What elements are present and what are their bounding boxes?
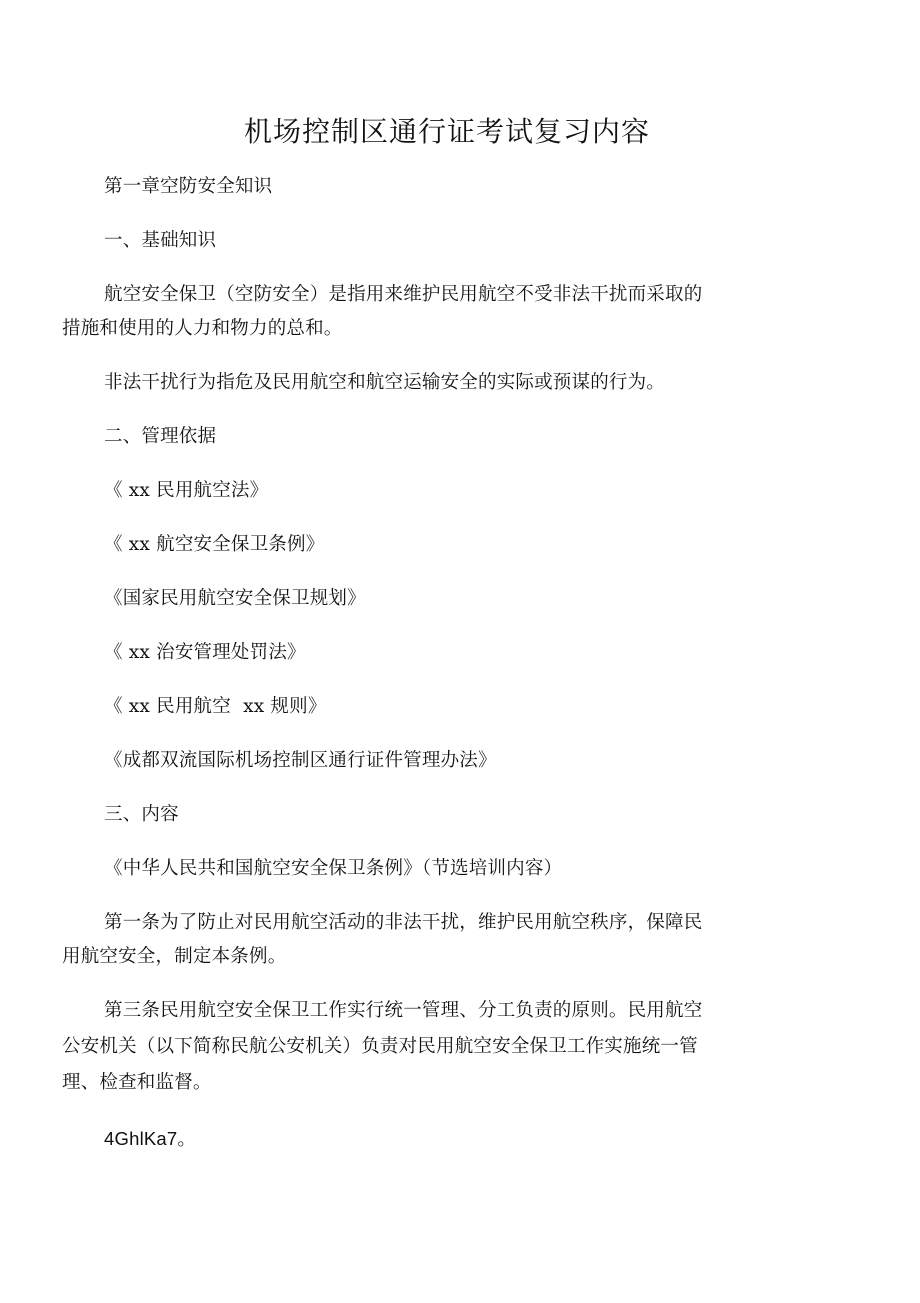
section-heading-content: 三、内容 — [104, 804, 179, 825]
article-1-line-1: 第一条为了防止对民用航空活动的非法干扰，维护民用航空秩序，保障民 — [104, 912, 703, 933]
law-item: 《国家民用航空安全保卫规划》 — [104, 588, 366, 609]
interference-definition: 非法干扰行为指危及民用航空和航空运输安全的实际或预谋的行为。 — [104, 372, 666, 393]
section-heading-basics: 一、基础知识 — [104, 230, 217, 251]
regulation-title: 《中华人民共和国航空安全保卫条例》（节选培训内容） — [104, 858, 563, 879]
article-1-line-2: 用航空安全，制定本条例。 — [62, 946, 287, 967]
document-title: 机场控制区通行证考试复习内容 — [243, 115, 650, 148]
chapter-heading: 第一章空防安全知识 — [104, 176, 273, 197]
law-item: 《 xx 治安管理处罚法》 — [104, 642, 306, 663]
definition-paragraph-line-1: 航空安全保卫（空防安全）是指用来维护民用航空不受非法干扰而采取的 — [104, 284, 703, 305]
law-item: 《 xx 民用航空 xx 规则》 — [104, 696, 327, 717]
article-3-line-2: 公安机关（以下简称民航公安机关）负责对民用航空安全保卫工作实施统一管 — [62, 1036, 698, 1057]
section-heading-basis: 二、管理依据 — [104, 426, 217, 447]
law-item: 《 xx 航空安全保卫条例》 — [104, 534, 325, 555]
law-item: 《成都双流国际机场控制区通行证件管理办法》 — [104, 750, 497, 771]
law-item: 《 xx 民用航空法》 — [104, 480, 269, 501]
definition-paragraph-line-2: 措施和使用的人力和物力的总和。 — [62, 318, 343, 339]
article-3-line-3: 理、检查和监督。 — [62, 1072, 212, 1093]
footer-code: 4GhlKa7。 — [104, 1128, 197, 1149]
article-3-line-1: 第三条民用航空安全保卫工作实行统一管理、分工负责的原则。民用航空 — [104, 1000, 703, 1021]
